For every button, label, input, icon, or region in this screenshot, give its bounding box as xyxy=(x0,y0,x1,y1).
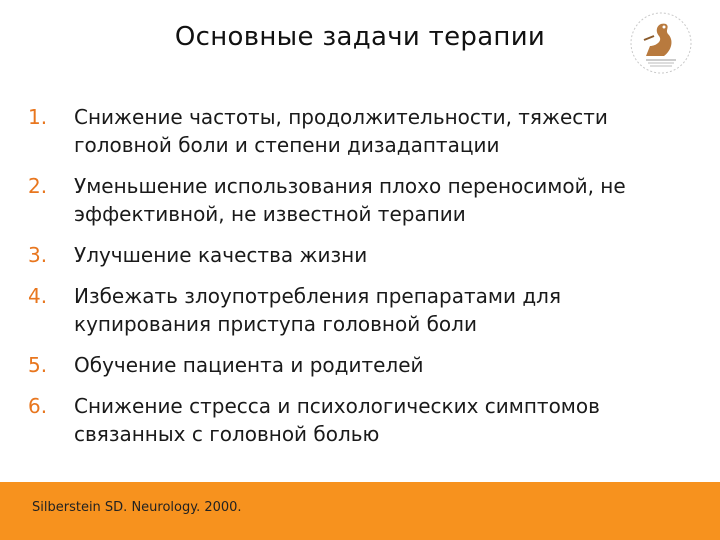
item-text: Обучение пациента и родителей xyxy=(74,353,424,377)
item-number: 2. xyxy=(28,174,48,198)
organization-seal-icon xyxy=(628,10,694,76)
item-text: Снижение стресса и психологических симптомов связанных с головной болью xyxy=(74,394,600,446)
list-item xyxy=(28,351,668,379)
list-item xyxy=(28,241,668,269)
therapy-goals-list xyxy=(28,103,668,461)
list-item xyxy=(28,282,668,338)
item-number: 5. xyxy=(28,353,48,377)
list-item xyxy=(28,103,668,159)
item-number: 1. xyxy=(28,105,48,129)
slide-title: Основные задачи терапии xyxy=(174,22,546,52)
list-item xyxy=(28,392,668,448)
item-text: Снижение частоты, продолжительности, тяжести головной боли и степени дизадаптации xyxy=(74,105,608,157)
item-number: 3. xyxy=(28,243,48,267)
item-number: 6. xyxy=(28,394,48,418)
item-text: Улучшение качества жизни xyxy=(74,243,368,267)
citation: Silberstein SD. Neurology. 2000. xyxy=(32,500,242,515)
list-item xyxy=(28,172,668,228)
item-text: Избежать злоупотребления препаратами для купирования приступа головной боли xyxy=(74,284,561,336)
item-text: Уменьшение использования плохо переносимой, не эффективной, не известной терапии xyxy=(74,174,626,226)
footer-bar xyxy=(0,482,720,540)
item-number: 4. xyxy=(28,284,48,308)
